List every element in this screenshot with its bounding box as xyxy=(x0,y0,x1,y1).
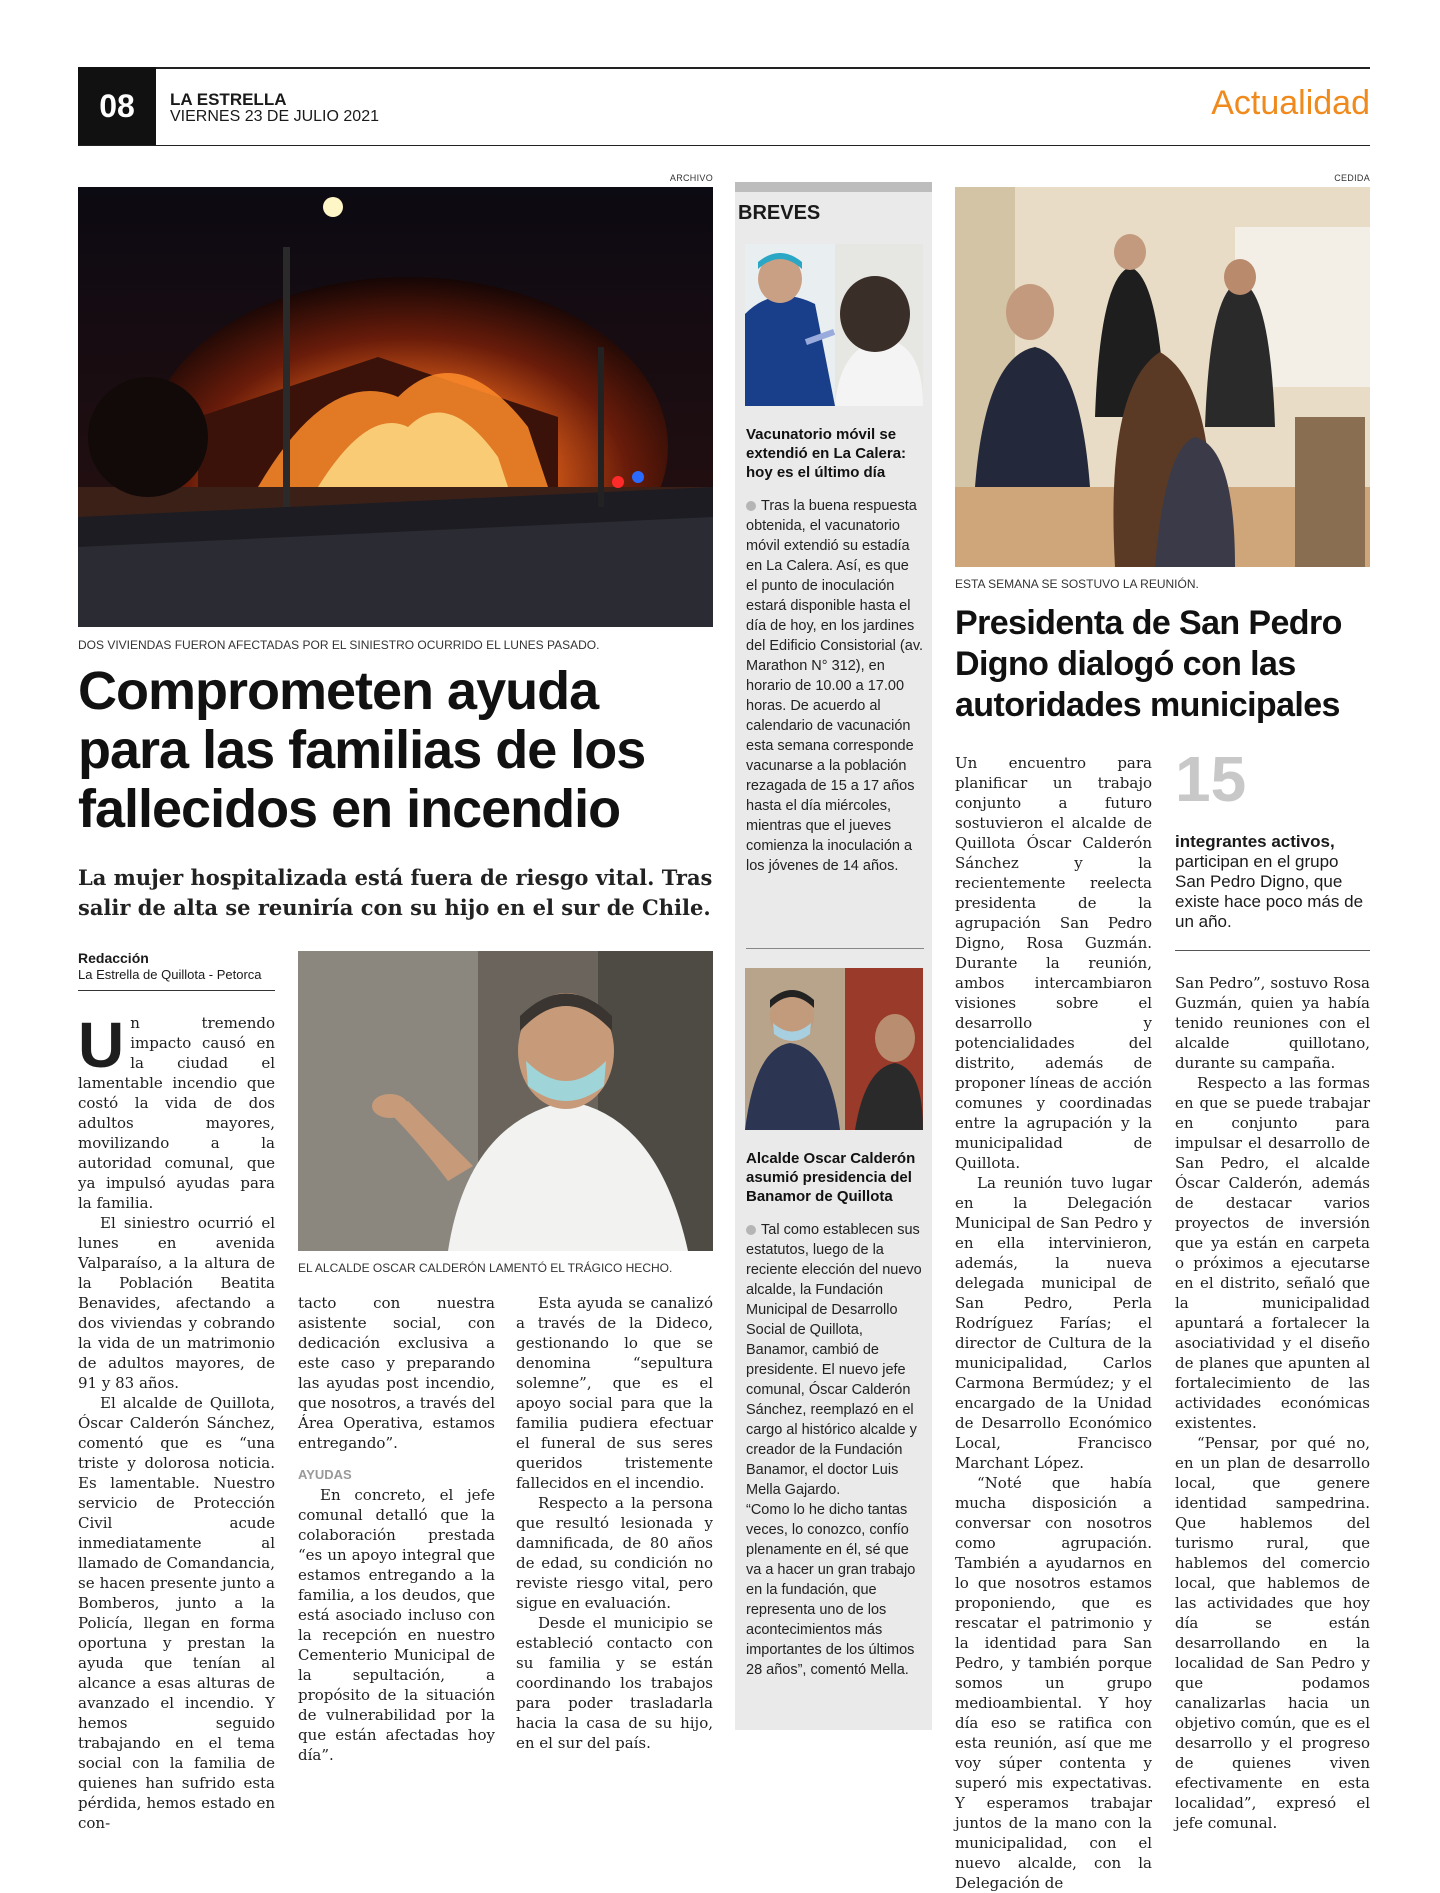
breves-bar xyxy=(735,182,932,192)
paragraph: En concreto, el jefe comunal detalló que la colaboración prestada “es un apoyo integral que estamos entregando a la familia, a los deudos, que está asociado incluso con la recepción en nuestro Cementerio Municipal de la sepultación, a propósito de la situación de vulnerabilidad por la que están afectadas hoy día”. xyxy=(298,1486,495,1764)
paragraph: Esta ayuda se canalizó a través de la Dideco, gestionando lo que se denomina “sepultura solemne”, que es el apoyo social para que la familia pudiera efectuar el funeral de sus seres queridos tristemente fallecidos en el incendio. xyxy=(516,1294,713,1492)
fact-box xyxy=(1175,832,1370,932)
right-headline xyxy=(955,603,1375,726)
brief-quote: “Como lo he dicho tantas veces, lo conozco, confío plenamente en él, sé que va a hacer un gran trabajo en la fundación, que representa uno de los acontecimientos más importantes de los últimos 28 años”, comentó Mella. xyxy=(746,1502,916,1678)
main-deck: La mujer hospitalizada está fuera de riesgo vital. Tras salir de alta se reuniría con su hijo en el sur de Chile. xyxy=(78,865,713,920)
byline-org: La Estrella de Quillota - Petorca xyxy=(78,967,262,982)
right-column-2 xyxy=(1175,973,1370,1833)
mayor-photo xyxy=(298,951,713,1251)
fire-photo xyxy=(78,187,713,627)
main-headline xyxy=(78,662,718,839)
paragraph: Desde el municipio se estableció contacto con su familia y se están coordinando los trabajos para poder trasladarla hacia la casa de su hijo, en el sur del país. xyxy=(516,1614,713,1752)
breves-divider xyxy=(746,948,924,949)
paragraph: “Pensar, por qué no, en un plan de desarrollo local, que genere identidad sampedrina. Que hablemos del turismo rural, que hablemos del comercio local, que hablemos de las actividades que hoy día se están desarrollando en la localidad de San Pedro y que podamos canalizarlas hacia un objetivo común, que es el desarrollo y el progreso de quienes viven efectivamente en esta localidad”, expresó el jefe comunal. xyxy=(1175,1434,1370,1832)
byline-name: Redacción xyxy=(78,950,149,966)
headline-line: para las familias de los xyxy=(78,720,646,780)
fact-number: 15 xyxy=(1175,743,1247,815)
bullet-icon xyxy=(746,1225,756,1235)
photo-caption: DOS VIVIENDAS FUERON AFECTADAS POR EL SINIESTRO OCURRIDO EL LUNES PASADO. xyxy=(78,638,600,652)
headline-line: fallecidos en incendio xyxy=(78,779,621,839)
byline-rule xyxy=(78,990,275,991)
headline-line: Presidenta de San Pedro xyxy=(955,604,1342,642)
fact-text: participan en el grupo San Pedro Digno, que existe hace poco más de un año. xyxy=(1175,852,1364,931)
main-column-3 xyxy=(516,1293,713,1753)
banamor-photo xyxy=(745,968,923,1130)
brief-1 xyxy=(746,425,924,876)
photo2-caption: EL ALCALDE OSCAR CALDERÓN LAMENTÓ EL TRÁGICO HECHO. xyxy=(298,1261,673,1275)
brief-text: Tal como establecen sus estatutos, luego de la reciente elección del nuevo alcalde, la Fundación Municipal de Desarrollo Social de Quillota, Banamor, cambió de presidente. El nuevo jefe comunal, Óscar Calderón Sánchez, reemplazó en el cargo al histórico alcalde y creador de la Fundación Banamor, el doctor Luis Mella Gajardo. xyxy=(746,1222,922,1498)
headline-line: Digno dialogó con las xyxy=(955,645,1296,683)
paragraph: San Pedro”, sostuvo Rosa Guzmán, quien ya había tenido reuniones con el alcalde quillotano, durante su campaña. xyxy=(1175,974,1370,1072)
issue-date: VIERNES 23 DE JULIO 2021 xyxy=(170,108,379,125)
headline-line: autoridades municipales xyxy=(955,686,1340,724)
paragraph: Respecto a las formas en que se puede trabajar en conjunto para impulsar el desarrollo de San Pedro, el alcalde Óscar Calderón, además de destacar varios proyectos de inversión que ya están en carpeta o próximos a ejecutarse en el distrito, señaló que la municipalidad apuntará a fortalecer la asociatividad y el diseño de planes que apunten al fortalecimiento de las actividades económicas existentes. xyxy=(1175,1074,1370,1432)
brief-body xyxy=(746,1220,924,1500)
meeting-photo xyxy=(955,187,1370,567)
fact-rule xyxy=(1175,950,1370,951)
main-column-2 xyxy=(298,1293,495,1765)
header-rule xyxy=(78,145,1370,146)
brief-headline: Vacunatorio móvil se extendió en La Calera: hoy es el último día xyxy=(746,426,907,481)
photo-caption: ESTA SEMANA SE SOSTUVO LA REUNIÓN. xyxy=(955,577,1199,591)
paragraph: El alcalde de Quillota, Óscar Calderón Sánchez, comentó que es “una triste y dolorosa noticia. Es lamentable. Nuestro servicio de Protección Civil acude inmediatamente al llamado de Comandancia, se hacen presente junto a Bomberos, junto a la Policía, llegan en forma oportuna y prestan la ayuda que tenían al alcance a esas alturas de avanzado el incendio. Y hemos seguido trabajando en el tema social con la familia de quienes han sufrido esta pérdida, hemos estado en con- xyxy=(78,1394,275,1832)
subhead: AYUDAS xyxy=(298,1467,352,1482)
paragraph: La reunión tuvo lugar en la Delegación Municipal de San Pedro y en ella intervinieron, además, la nueva delegada municipal de San Pedro, Perla Rodríguez Farías; el director de Cultura de la municipalidad, Carlos Carmona Bermúdez; y el encargado de la Unidad de Desarrollo Económico Local, Francisco Marchant López. xyxy=(955,1174,1152,1472)
headline-line: Comprometen ayuda xyxy=(78,661,599,721)
paragraph: Respecto a la persona que resultó lesionada y damnificada, de 80 años de edad, su condición no reviste riesgo vital, pero sigue en evaluación. xyxy=(516,1494,713,1612)
paragraph: El siniestro ocurrió el lunes en avenida Valparaíso, a la altura de la Población Beatita Benavides, afectando a dos viviendas y cobrando la vida de un matrimonio de adultos mayores, de 91 y 83 años. xyxy=(78,1214,275,1392)
main-column-1 xyxy=(78,1009,275,1833)
paragraph: n tremendo impacto causó en la ciudad el lamentable incendio que costó la vida de dos adultos mayores, movilizando a la autoridad comunal, que ya impulsó ayudas para la familia. xyxy=(78,1014,275,1212)
paragraph: tacto con nuestra asistente social, con dedicación exclusiva a este caso y preparando las ayudas post incendio, que nosotros, a través del Área Operativa, estamos entregando”. xyxy=(298,1294,495,1452)
page-number: 08 xyxy=(78,67,156,146)
paper-name: LA ESTRELLA xyxy=(170,90,287,109)
paragraph: Un encuentro para planificar un trabajo conjunto a futuro sostuvieron el alcalde de Quillota Óscar Calderón Sánchez y la recientemente reelecta presidenta de la agrupación San Pedro Digno, Rosa Guzmán. Durante la reunión, ambos intercambiaron visiones sobre el desarrollo y potencialidades del distrito, además de proponer líneas de acción comunes y coordinadas entre la agrupación y la municipalidad de Quillota. xyxy=(955,754,1152,1172)
photo-credit: ARCHIVO xyxy=(669,173,713,183)
photo-credit: CEDIDA xyxy=(1334,173,1370,183)
right-column-1 xyxy=(955,753,1152,1893)
section-title: Actualidad xyxy=(1211,84,1370,122)
fact-bold: integrantes activos, xyxy=(1175,832,1335,851)
brief-headline: Alcalde Oscar Calderón asumió presidencia del Banamor de Quillota xyxy=(746,1150,916,1205)
breves-title: BREVES xyxy=(738,202,821,224)
brief-2 xyxy=(746,1149,924,1680)
bullet-icon xyxy=(746,501,756,511)
brief-body xyxy=(746,496,924,876)
drop-cap: U xyxy=(78,1009,125,1081)
paragraph: “Noté que había mucha disposición a conversar con nosotros como agrupación. También a ayudarnos en lo que nosotros estamos proponiendo, que es rescatar el patrimonio y la identidad para San Pedro, y también porque somos un grupo medioambiental. Y hoy día eso se ratifica con esta reunión, así que me voy súper contenta y superó mis expectativas. Y esperamos trabajar juntos de la mano con la municipalidad, con el nuevo alcalde, con la Delegación de xyxy=(955,1474,1152,1892)
brief-text: Tras la buena respuesta obtenida, el vacunatorio móvil extendió su estadía en La Calera. Así, es que el punto de inoculación estará disponible hasta el día de hoy, en los jardines del Edificio Consistorial (av. Marathon N° 312), en horario de 10.00 a 17.00 horas. De acuerdo al calendario de vacunación esta semana corresponde vacunarse a la población rezagada de 15 a 17 años hasta el día miércoles, mientras que el jueves comienza la inoculación a los jóvenes de 14 años. xyxy=(746,498,924,874)
vaccination-photo xyxy=(745,244,923,406)
top-rule xyxy=(78,67,1370,69)
